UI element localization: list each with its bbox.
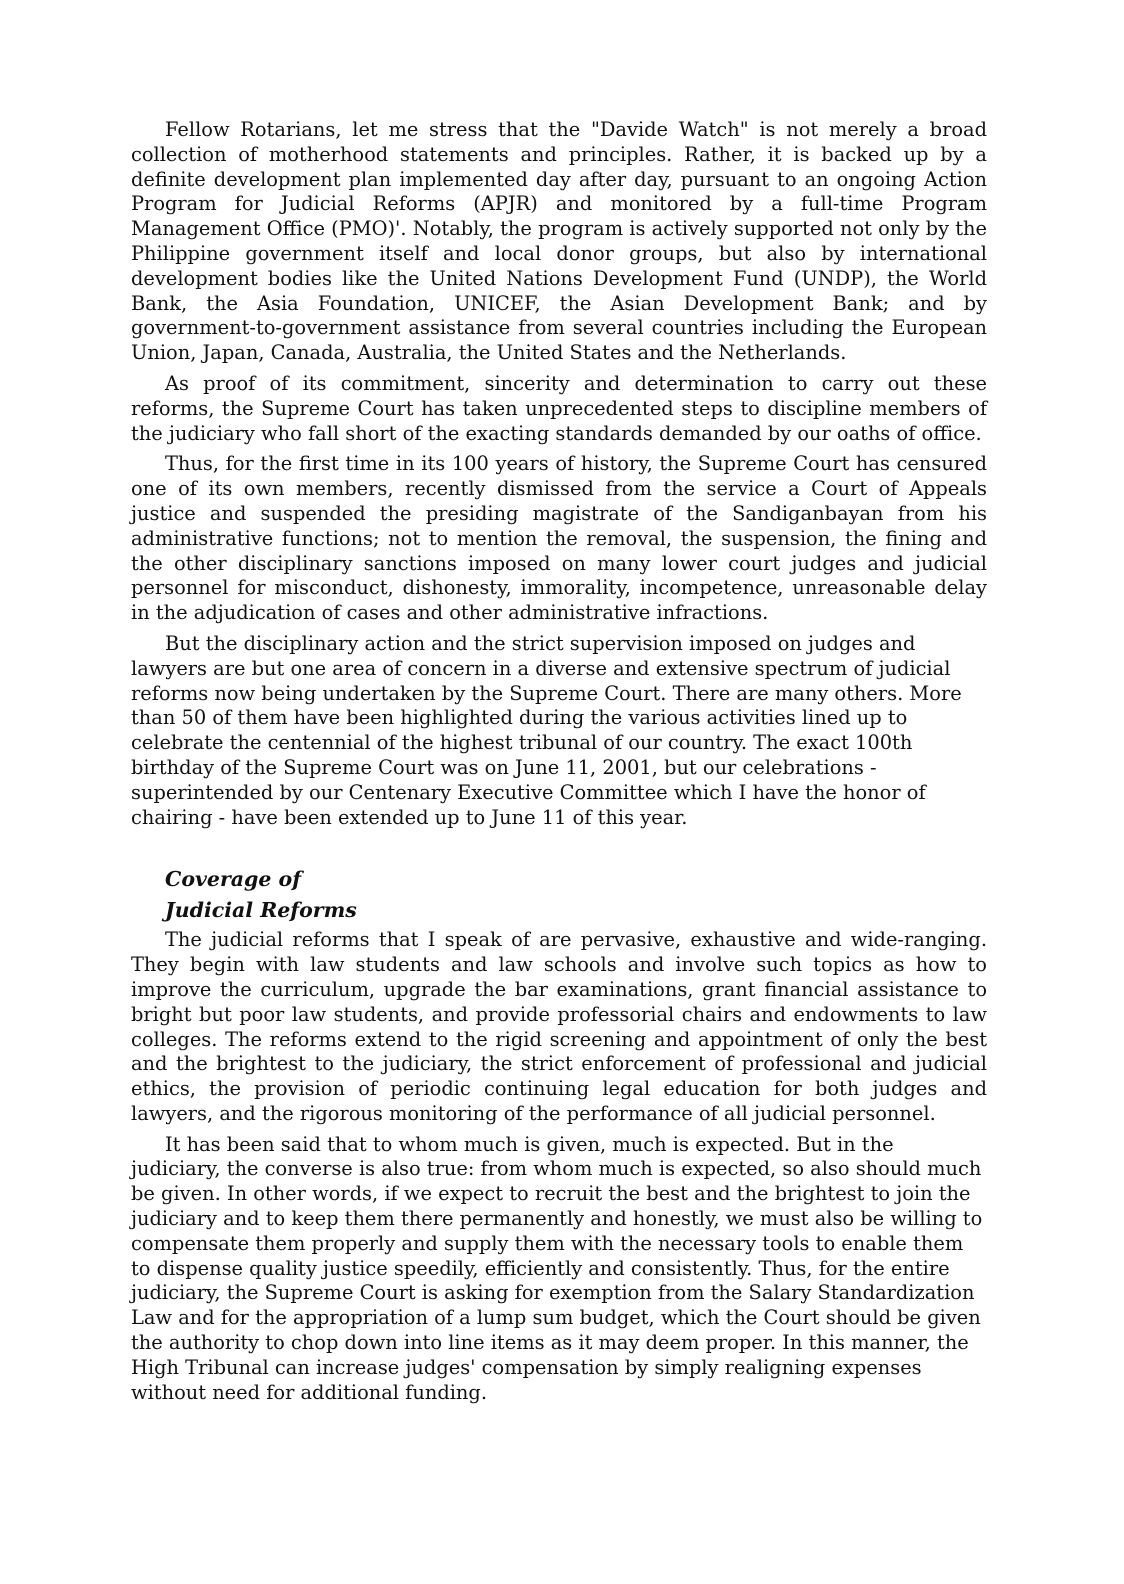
- document-page: [131, 118, 987, 1411]
- paragraph-judicial-compensation: It has been said that to whom much is given, much is expected. But in the judiciary, the converse is also true: from whom much is expected, so also should much be given. In other words, if we expect to recruit the best and the brightest to join the judiciary and to keep them there permanently and honestly, we must also be willing to compensate them properly and supply them with the necessary tools to enable them to dispense quality justice speedily, efficiently and consistently. Thus, for the entire judiciary, the Supreme Court is asking for exemption from the Salary Standardization Law and for the appropriation of a lump sum budget, which the Court should be given the authority to chop down into line items as it may deem proper. In this manner, the High Tribunal can increase judges' compensation by simply realigning expenses without need for additional funding.: [131, 1132, 983, 1404]
- section-heading-line-2: Judicial Reforms: [165, 897, 357, 922]
- paragraph-disciplinary-sanctions: Thus, for the first time in its 100 years of history, the Supreme Court has censured one of its own members, recently dismissed from the service a Court of Appeals justice and suspended the presiding magistrate of the Sandiganbayan from his administrative functions; not to mention the removal, the suspension, the fining and the other disciplinary sanctions imposed on many lower court judges and judicial personnel for misconduct, dishonesty, immorality, incompetence, unreasonable delay in the adjudication of cases and other administrative infractions.: [131, 452, 987, 625]
- section-heading-line-1: Coverage of: [165, 867, 302, 892]
- paragraph-proof-of-commitment: As proof of its commitment, sincerity and determination to carry out these reforms, the Supreme Court has taken unprecedented steps to discipline members of the judiciary who fall short of the exacting standards demanded by our oaths of office.: [131, 371, 987, 445]
- paragraph-centennial: But the disciplinary action and the strict supervision imposed on judges and lawyers are but one area of concern in a diverse and extensive spectrum of judicial reforms now being undertaken by the Supreme Court. There are many others. More than 50 of them have been highlighted during the various activities lined up to celebrate the centennial of the highest tribunal of our country. The exact 100th birthday of the Supreme Court was on June 11, 2001, but our celebrations - superintended by our Centenary Executive Committee which I have the honor of chairing - have been extended up to June 11 of this year.: [131, 631, 962, 829]
- section-heading: [165, 864, 987, 925]
- paragraph-davide-watch: Fellow Rotarians, let me stress that the "Davide Watch" is not merely a broad collection of motherhood statements and principles. Rather, it is backed up by a definite development plan implemented day after day, pursuant to an ongoing Action Program for Judicial Reforms (APJR) and monitored by a full-time Program Management Office (PMO)'. Notably, the program is actively supported not only by the Philippine government itself and local donor groups, but also by international development bodies like the United Nations Development Fund (UNDP), the World Bank, the Asia Foundation, UNICEF, the Asian Development Bank; and by government-to-government assistance from several countries including the European Union, Japan, Canada, Australia, the United States and the Netherlands.: [131, 118, 987, 365]
- paragraph-reform-coverage: The judicial reforms that I speak of are pervasive, exhaustive and wide-ranging. They begin with law students and law schools and involve such topics as how to improve the curriculum, upgrade the bar examinations, grant financial assistance to bright but poor law students, and provide professorial chairs and endowments to law colleges. The reforms extend to the rigid screening and appointment of only the best and the brightest to the judiciary, the strict enforcement of professional and judicial ethics, the provision of periodic continuing legal education for both judges and lawyers, and the rigorous monitoring of the performance of all judicial personnel.: [131, 928, 987, 1125]
